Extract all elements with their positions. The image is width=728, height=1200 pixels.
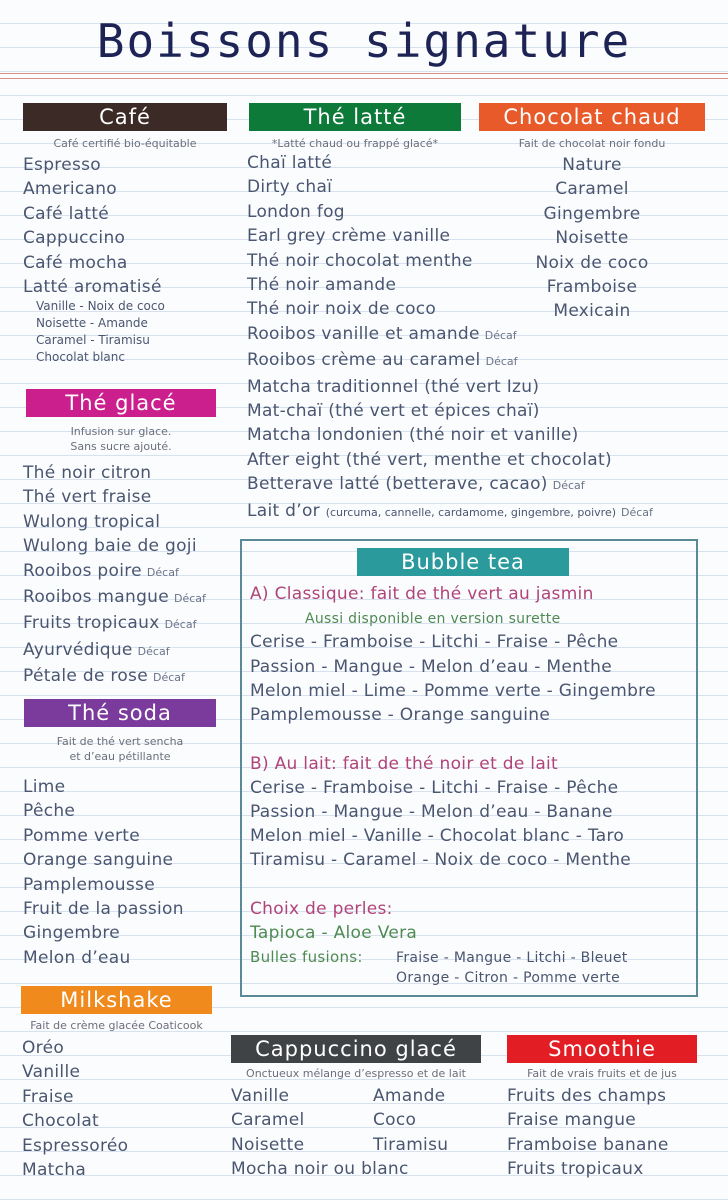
menu-item: Lime: [23, 777, 66, 797]
cafe-note: Café certifié bio-équitable: [53, 137, 197, 150]
bubble-tea-heading: Bubble tea: [357, 548, 569, 576]
chocolat-heading: Chocolat chaud: [479, 103, 705, 131]
menu-item: Rooibos mangue Décaf: [23, 587, 206, 608]
menu-item: Gingembre: [23, 923, 121, 944]
menu-item: Ayurvédique Décaf: [23, 639, 170, 660]
menu-item: Caramel: [555, 179, 629, 200]
flavor-item: Chocolat blanc: [36, 350, 125, 364]
menu-item: London fog: [247, 201, 345, 222]
lait-dor-detail: (curcuma, cannelle, cardamome, gingembre, poivre): [325, 505, 617, 519]
page-title: Boissons signature: [96, 14, 632, 68]
menu-item: Pêche: [23, 801, 76, 822]
menu-item: Vanille: [231, 1086, 290, 1106]
cafe-list: [23, 153, 162, 299]
bubble-fusion-label: Bulles fusions:: [250, 948, 363, 966]
decaf-tag: Décaf: [137, 644, 170, 658]
menu-item: Fruits des champs: [507, 1086, 667, 1106]
menu-item: Latté aromatisé: [23, 277, 162, 298]
menu-item: Americano: [23, 179, 118, 200]
menu-item: Espressoréo: [22, 1135, 129, 1156]
menu-item: Tiramisu: [373, 1134, 449, 1155]
the-soda-note-1: Fait de thé vert sencha: [56, 735, 184, 748]
menu-item: Matcha londonien (thé noir et vanille): [247, 425, 579, 446]
menu-item: Noix de coco: [535, 252, 649, 273]
bubble-fusion-line: Orange - Citron - Pomme verte: [396, 970, 620, 986]
menu-item: Rooibos crème au caramel Décaf: [247, 350, 518, 371]
menu-item: Orange sanguine: [23, 850, 174, 871]
flavor-item: Caramel - Tiramisu: [36, 333, 150, 347]
menu-item: Wulong baie de goji: [23, 536, 197, 557]
flavor-item: Vanille - Noix de coco: [36, 299, 165, 313]
smoothie-heading: Smoothie: [507, 1035, 697, 1063]
menu-item: Thé vert fraise: [23, 487, 152, 508]
menu-item: Thé noir chocolat menthe: [247, 250, 473, 271]
bubble-a-line: Passion - Mangue - Melon d’eau - Menthe: [250, 657, 613, 677]
menu-item: Fruits tropicaux Décaf: [23, 613, 197, 634]
menu-item: Thé noir citron: [23, 463, 152, 483]
menu-item: Fruit de la passion: [23, 899, 184, 920]
decaf-tag: Décaf: [152, 671, 185, 685]
menu-item: Fraise: [22, 1086, 74, 1107]
cafe-flavors: [23, 298, 165, 366]
decaf-tag: Décaf: [485, 355, 518, 369]
cappuccino-list-2: [373, 1084, 448, 1157]
menu-item: Framboise: [546, 277, 638, 298]
menu-item: Chaï latté: [247, 153, 333, 173]
the-glace-note-2: Sans sucre ajouté.: [70, 440, 172, 453]
menu-item: Café latté: [23, 203, 110, 224]
flavor-item: Noisette - Amande: [36, 316, 148, 330]
bubble-b-line: Melon miel - Vanille - Chocolat blanc - Taro: [250, 826, 625, 846]
menu-item: Earl grey crème vanille: [247, 226, 451, 247]
menu-item: Oréo: [22, 1038, 65, 1058]
menu-item: Chocolat: [22, 1111, 99, 1132]
the-soda-note-2: et d’eau pétillante: [69, 750, 171, 763]
menu-item: Nature: [562, 155, 622, 175]
bubble-b-line: Cerise - Framboise - Litchi - Fraise - Pêche: [250, 778, 619, 798]
menu-item: Pomme verte: [23, 825, 140, 846]
menu-item: Framboise banane: [507, 1134, 669, 1155]
decaf-tag: Décaf: [164, 618, 197, 632]
milkshake-list: [22, 1036, 128, 1182]
menu-item: Betterave latté (betterave, cacao) Décaf: [247, 474, 585, 495]
decaf-tag: Décaf: [552, 479, 585, 493]
menu-item: Caramel: [231, 1110, 305, 1131]
bubble-a-note: Aussi disponible en version surette: [305, 611, 561, 627]
the-latte-note: *Latté chaud ou frappé glacé*: [271, 137, 439, 150]
menu-item: Lait d’or (curcuma, cannelle, cardamome, gingembre, poivre) Décaf: [247, 500, 653, 521]
menu-item: Noisette: [555, 228, 629, 249]
the-glace-heading: Thé glacé: [26, 389, 216, 417]
bubble-a-line: Cerise - Framboise - Litchi - Fraise - Pêche: [250, 632, 619, 652]
bubble-perles-title: Choix de perles:: [250, 899, 393, 919]
the-latte-heading: Thé latté: [249, 103, 461, 131]
menu-item: Mexicain: [553, 301, 631, 322]
bubble-a-title: A) Classique: fait de thé vert au jasmin: [250, 584, 594, 604]
menu-item: Cappuccino: [23, 228, 126, 249]
the-glace-note-1: Infusion sur glace.: [70, 425, 172, 438]
menu-item: Matcha: [22, 1160, 87, 1181]
bubble-perles: Tapioca - Aloe Vera: [250, 923, 418, 943]
bubble-a-line: Melon miel - Lime - Pomme verte - Gingembre: [250, 681, 656, 701]
menu-item: Mocha noir ou blanc: [231, 1159, 409, 1180]
menu-item: Espresso: [23, 155, 101, 175]
chocolat-list: [479, 153, 705, 324]
smoothie-list: [507, 1084, 669, 1182]
the-soda-heading: Thé soda: [24, 699, 216, 727]
menu-item: Vanille: [22, 1062, 81, 1083]
menu-item: Gingembre: [543, 203, 641, 224]
menu-item: Coco: [373, 1110, 417, 1131]
cafe-heading: Café: [23, 103, 227, 131]
menu-item: Fruits tropicaux: [507, 1159, 644, 1180]
cappuccino-note: Onctueux mélange d’espresso et de lait: [246, 1067, 466, 1080]
bubble-a-line: Pamplemousse - Orange sanguine: [250, 705, 551, 725]
menu-item: Wulong tropical: [23, 511, 161, 532]
decaf-tag: Décaf: [484, 328, 517, 342]
menu-item: Rooibos vanille et amande Décaf: [247, 323, 517, 344]
bubble-b-title: B) Au lait: fait de thé noir et de lait: [250, 754, 559, 774]
bubble-b-line: Tiramisu - Caramel - Noix de coco - Menthe: [250, 850, 632, 870]
menu-item: Fraise mangue: [507, 1110, 637, 1131]
menu-item: Rooibos poire Décaf: [23, 560, 179, 581]
menu-item: Thé noir noix de coco: [247, 299, 437, 320]
menu-item: Melon d’eau: [23, 947, 131, 968]
menu-item: Noisette: [231, 1134, 305, 1155]
menu-item: Amande: [373, 1086, 446, 1106]
decaf-tag: Décaf: [621, 505, 653, 519]
menu-item: After eight (thé vert, menthe et chocolat): [247, 449, 612, 470]
the-soda-list: [23, 775, 184, 970]
menu-item: Café mocha: [23, 252, 128, 273]
decaf-tag: Décaf: [146, 565, 179, 579]
bubble-fusion-line: Fraise - Mangue - Litchi - Bleuet: [396, 950, 628, 966]
menu-item: Mat-chaï (thé vert et épices chaï): [247, 401, 540, 422]
menu-item: Matcha traditionnel (thé vert Izu): [247, 376, 540, 397]
title-rule: [0, 78, 728, 79]
smoothie-note: Fait de vrais fruits et de jus: [527, 1067, 677, 1080]
the-glace-list: [23, 461, 206, 691]
title-rule: [0, 73, 728, 74]
menu-item: Dirty chaï: [247, 177, 333, 198]
menu-item: Thé noir amande: [247, 275, 397, 296]
cappuccino-heading: Cappuccino glacé: [231, 1035, 481, 1063]
menu-item: Pétale de rose Décaf: [23, 666, 185, 687]
milkshake-heading: Milkshake: [21, 986, 212, 1014]
bubble-b-line: Passion - Mangue - Melon d’eau - Banane: [250, 802, 613, 822]
milkshake-note: Fait de crème glacée Coaticook: [30, 1019, 203, 1032]
decaf-tag: Décaf: [174, 592, 206, 606]
menu-item: Pamplemousse: [23, 874, 155, 895]
chocolat-note: Fait de chocolat noir fondu: [518, 137, 666, 150]
